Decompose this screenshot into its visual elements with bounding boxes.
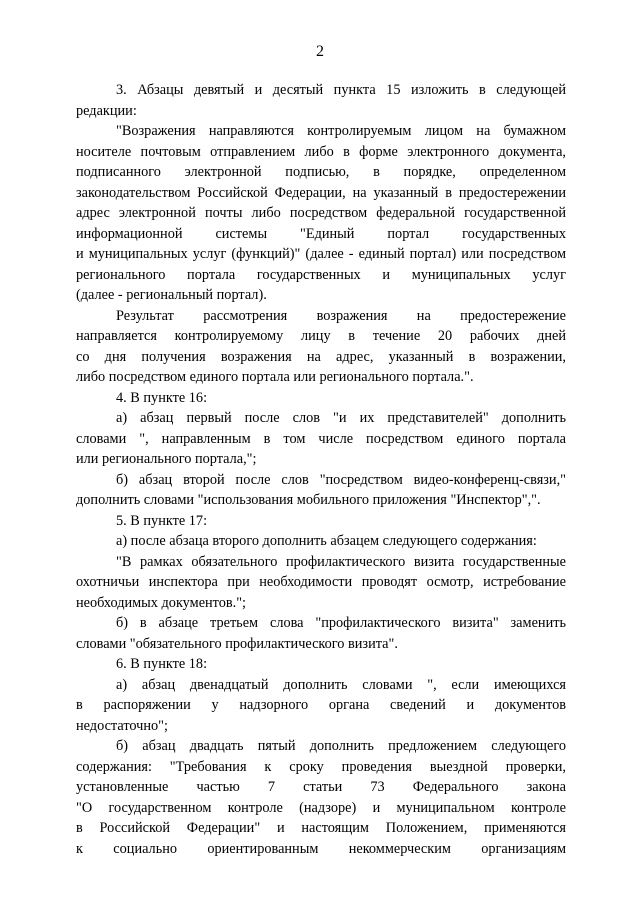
text-line: 3. Абзацы девятый и десятый пункта 15 изложить в следующей xyxy=(116,82,566,98)
text-line: словами ", направленным в том числе посредством единого портала xyxy=(76,430,566,447)
text-line: "В рамках обязательного профилактического визита государственные xyxy=(116,553,566,570)
text-line: а) абзац первый после слов "и их представителей" дополнить xyxy=(116,410,566,426)
text-line: недостаточно"; xyxy=(76,717,168,734)
text-line: со дня получения возражения на адрес, указанный в возражении, xyxy=(76,348,566,365)
text-line: либо посредством единого портала или регионального портала.". xyxy=(76,369,474,385)
text-line: редакции: xyxy=(76,102,137,119)
text-line: подписанного электронной подписью, в порядке, определенном xyxy=(76,164,566,180)
text-line: Результат рассмотрения возражения на предостережение xyxy=(116,307,566,324)
text-line: установленные частью 7 статьи 73 Федерального закона xyxy=(76,779,566,795)
text-line: носителе почтовым отправлением либо в форме электронного документа, xyxy=(76,143,566,160)
text-line: б) абзац второй после слов "посредством видео-конференц-связи," xyxy=(116,471,566,488)
text-line: "Возражения направляются контролируемым лицом на бумажном xyxy=(116,123,566,139)
text-line: и муниципальных услуг (функций)" (далее - единый портал) или посредством xyxy=(76,246,566,262)
text-line: 5. В пункте 17: xyxy=(116,512,208,529)
text-line: б) в абзаце третьем слова "профилактического визита" заменить xyxy=(116,615,566,631)
text-line: б) абзац двадцать пятый дополнить предложением следующего xyxy=(116,738,566,754)
page-number: 2 xyxy=(316,43,324,60)
text-line: в Российской Федерации" и настоящим Положением, применяются xyxy=(76,820,566,836)
text-line: регионального портала государственных и муниципальных услуг xyxy=(76,266,566,283)
text-line: 6. В пункте 18: xyxy=(116,656,208,672)
text-line: а) после абзаца второго дополнить абзацем следующего содержания: xyxy=(116,533,537,549)
text-line: информационной системы "Единый портал государственных xyxy=(76,225,566,242)
text-line: словами "обязательного профилактического визита". xyxy=(76,635,398,652)
text-line: необходимых документов."; xyxy=(76,594,247,611)
text-line: содержания: "Требования к сроку проведения выездной проверки, xyxy=(76,758,566,775)
text-line: или регионального портала,"; xyxy=(76,451,257,467)
text-line: охотничьи инспектора при необходимости проводят осмотр, истребование xyxy=(76,574,566,590)
text-line: направляется контролируемому лицу в течение 20 рабочих дней xyxy=(76,328,566,344)
text-line: а) абзац двенадцатый дополнить словами ", если имеющихся xyxy=(116,676,566,693)
text-line: адрес электронной почты либо посредством федеральной государственной xyxy=(76,205,566,221)
document-body xyxy=(76,80,566,859)
text-line: к социально ориентированным некоммерческим организациям xyxy=(76,840,566,857)
text-line: 4. В пункте 16: xyxy=(116,389,208,406)
text-line: (далее - региональный портал). xyxy=(76,287,267,303)
text-line: "О государственном контроле (надзоре) и муниципальном контроле xyxy=(76,799,566,816)
text-line: дополнить словами "использования мобильного приложения "Инспектор",". xyxy=(76,492,541,508)
text-line: законодательством Российской Федерации, на указанный в предостережении xyxy=(76,184,566,201)
text-line: в распоряжении у надзорного органа сведений и документов xyxy=(76,697,566,713)
